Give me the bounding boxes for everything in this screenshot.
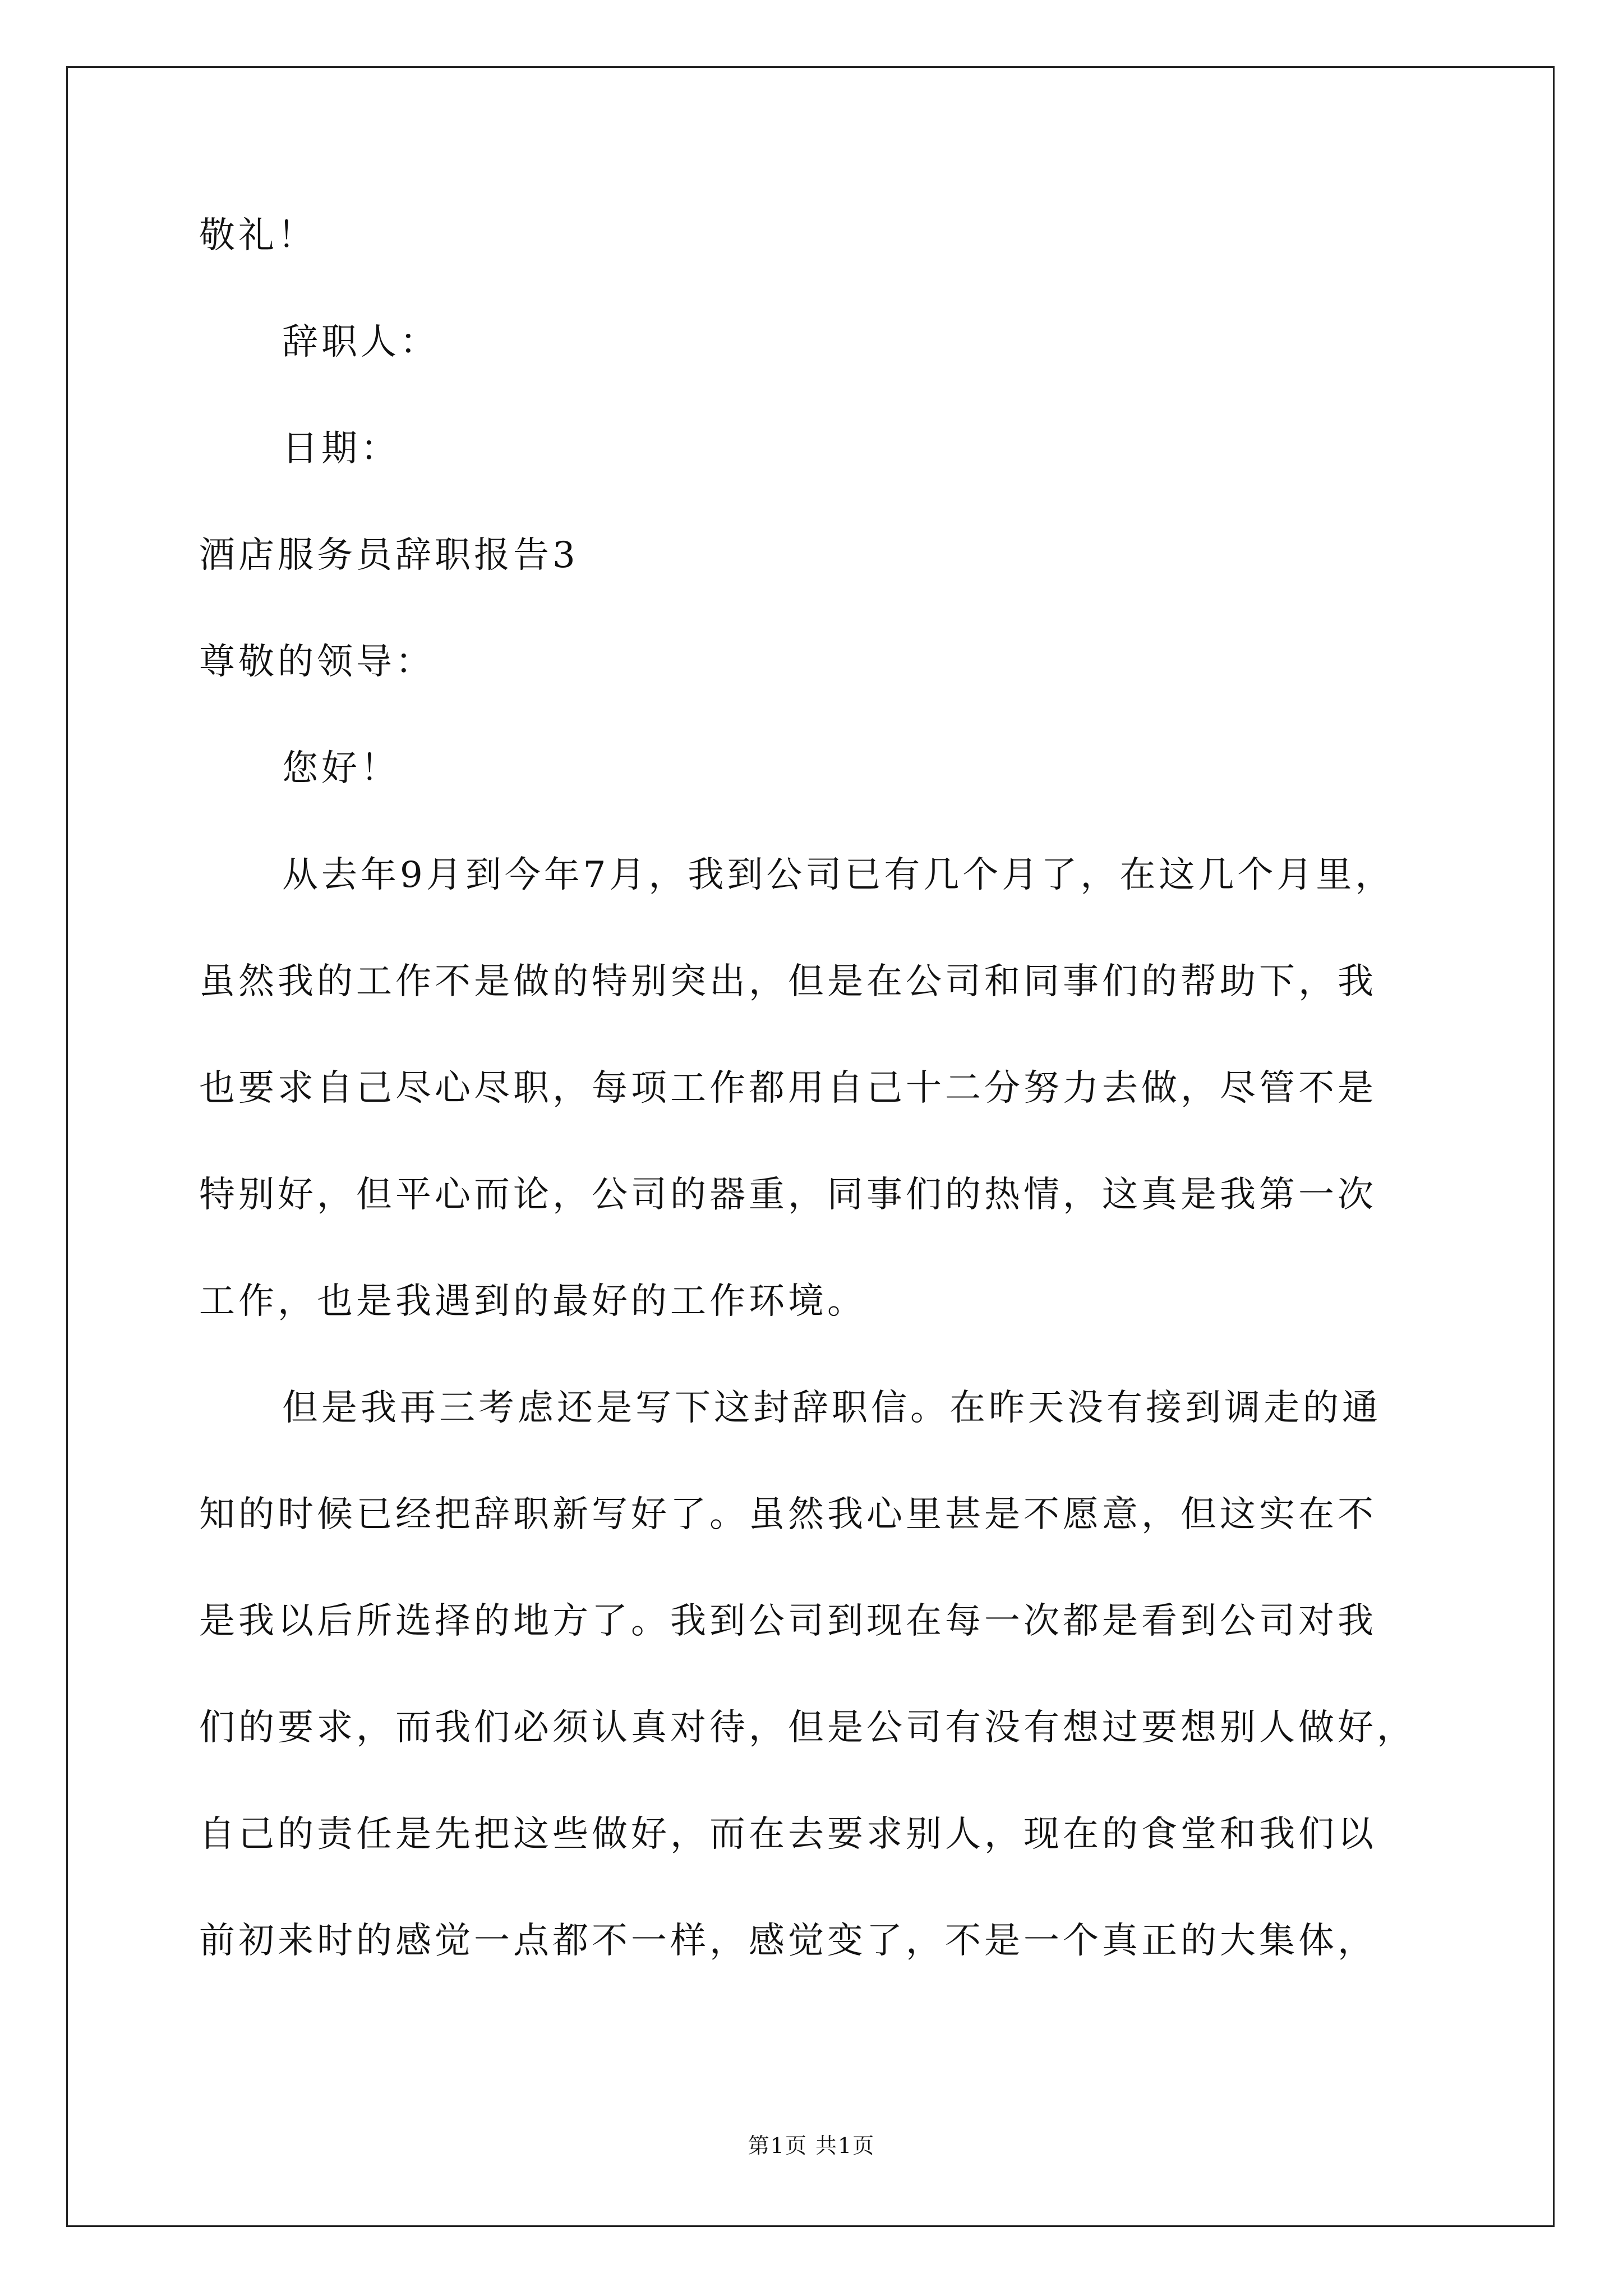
paragraph-line: 是我以后所选择的地方了。我到公司到现在每一次都是看到公司对我 (199, 1600, 1377, 1642)
paragraph-line: 虽然我的工作不是做的特别突出，但是在公司和同事们的帮助下，我 (199, 961, 1377, 1002)
paragraph-line: 特别好，但平心而论，公司的器重，同事们的热情，这真是我第一次 (199, 1174, 1377, 1216)
date-label: 日期： (282, 428, 400, 470)
closing-salutation: 敬礼！ (199, 215, 317, 256)
paragraph-line: 工作，也是我遇到的最好的工作环境。 (199, 1281, 866, 1322)
paragraph-line: 但是我再三考虑还是写下这封辞职信。在昨天没有接到调走的通 (282, 1387, 1381, 1429)
paragraph-line: 知的时候已经把辞职新写好了。虽然我心里甚是不愿意，但这实在不 (199, 1494, 1377, 1535)
paragraph-line: 们的要求，而我们必须认真对待，但是公司有没有想过要想别人做好， (199, 1707, 1416, 1749)
paragraph-line: 前初来时的感觉一点都不一样，感觉变了，不是一个真正的大集体， (199, 1920, 1377, 1962)
paragraph-line: 从去年9月到今年7月，我到公司已有几个月了，在这几个月里， (282, 854, 1395, 896)
opening-line: 您好！ (282, 748, 400, 789)
section-title: 酒店服务员辞职报告3 (199, 535, 579, 576)
page-footer: 第1页 共1页 (748, 2133, 875, 2158)
signature-label: 辞职人： (282, 321, 439, 363)
paragraph-line: 自己的责任是先把这些做好，而在去要求别人，现在的食堂和我们以 (199, 1814, 1377, 1855)
paragraph-line: 也要求自己尽心尽职，每项工作都用自己十二分努力去做，尽管不是 (199, 1068, 1377, 1109)
page-border (66, 66, 1555, 2227)
greeting: 尊敬的领导： (199, 641, 435, 683)
